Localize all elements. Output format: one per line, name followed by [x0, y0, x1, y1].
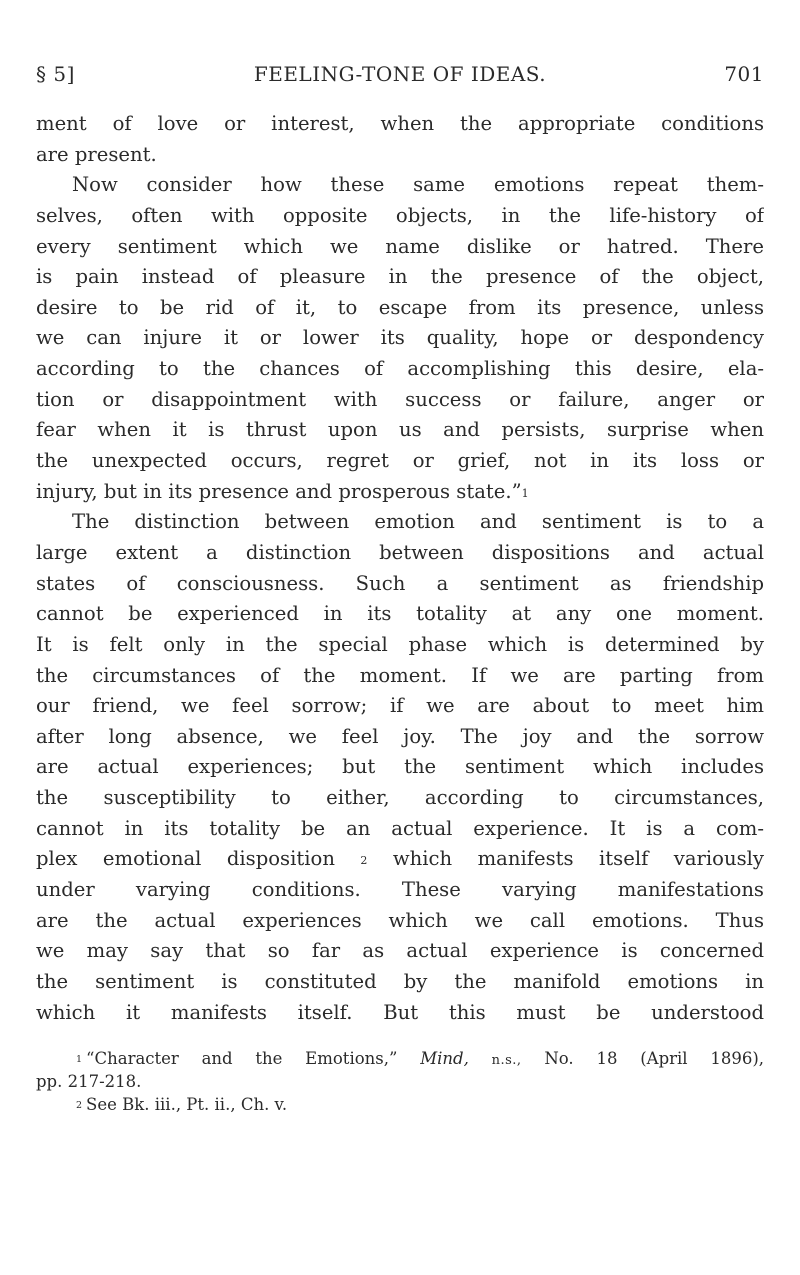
- text-line: the susceptibility to either, according to circumstances,: [36, 786, 764, 810]
- footnote-marker: 1: [76, 1054, 83, 1065]
- text-line: are present.: [36, 142, 157, 166]
- text-line-part: which manifests itself variously: [392, 847, 764, 871]
- text-line: the circumstances of the moment. If we are parting from: [36, 663, 764, 687]
- text-line: desire to be rid of it, to escape from its presence, unless: [36, 295, 764, 319]
- text-line: are the actual experiences which we call emotions. Thus: [36, 908, 764, 932]
- footnote-reference: 1: [521, 486, 529, 500]
- text-line: The distinction between emotion and sentiment is to a: [72, 510, 764, 534]
- text-line-part: plex emotional disposition: [36, 847, 335, 871]
- text-line-with-footnote: [36, 844, 764, 875]
- text-line: after long absence, we feel joy. The joy and the sorrow: [36, 724, 764, 748]
- series-label: n.s.,: [491, 1053, 522, 1068]
- text-line: which it manifests itself. But this must be understood: [36, 1000, 764, 1024]
- body-text: [36, 109, 764, 1028]
- text-line: selves, often with opposite objects, in the life-history of: [36, 203, 764, 227]
- text-line: we can injure it or lower its quality, hope or despondency: [36, 326, 764, 350]
- footnote-2: $^2$ See Bk. iii., Pt. ii., Ch. v.: [76, 1095, 288, 1114]
- running-title: FEELING-TONE OF IDEAS.: [253, 62, 547, 86]
- footnote-1: $^1$ “Character and the Emotions,” Mind, n.s., No. 18 (April 1896),: [76, 1049, 764, 1068]
- section-marker: § 5]: [36, 62, 75, 86]
- text-line: ment of love or interest, when the appropriate conditions: [36, 112, 764, 135]
- running-header: [36, 62, 764, 90]
- text-line-with-footnote: [36, 477, 764, 508]
- text-line: is pain instead of pleasure in the presence of the object,: [36, 265, 764, 289]
- footnote-reference: 2: [360, 854, 368, 868]
- text-line: our friend, we feel sorrow; if we are about to meet him: [36, 694, 764, 718]
- text-line: tion or disappointment with success or failure, anger or: [36, 387, 764, 411]
- text-line: according to the chances of accomplishing this desire, ela-: [36, 357, 764, 381]
- text-line: Now consider how these same emotions repeat them-: [72, 173, 764, 197]
- text-line: cannot be experienced in its totality at any one moment.: [36, 602, 764, 626]
- text-line: under varying conditions. These varying manifestations: [36, 878, 764, 902]
- text-line: we may say that so far as actual experience is concerned: [36, 939, 764, 963]
- text-line: the unexpected occurs, regret or grief, not in its loss or: [36, 449, 764, 473]
- footnote-1-continued: pp. 217-218.: [36, 1072, 142, 1091]
- footnotes: [36, 1047, 764, 1116]
- text-line: large extent a distinction between dispositions and actual: [36, 540, 764, 564]
- text-line: every sentiment which we name dislike or hatred. There: [36, 234, 764, 258]
- text-line: the sentiment is constituted by the manifold emotions in: [36, 969, 764, 993]
- text-line: It is felt only in the special phase which is determined by: [36, 632, 764, 656]
- journal-title: Mind,: [420, 1049, 469, 1068]
- page-number: 701: [724, 62, 764, 86]
- text-line: cannot in its totality be an actual experience. It is a com-: [36, 816, 764, 840]
- text-line: are actual experiences; but the sentiment which includes: [36, 755, 764, 779]
- text-line: states of consciousness. Such a sentiment as friendship: [36, 571, 764, 595]
- text-line: injury, but in its presence and prosperous state.”: [36, 479, 522, 503]
- footnote-marker: 2: [76, 1100, 83, 1111]
- text-line: fear when it is thrust upon us and persists, surprise when: [36, 418, 764, 442]
